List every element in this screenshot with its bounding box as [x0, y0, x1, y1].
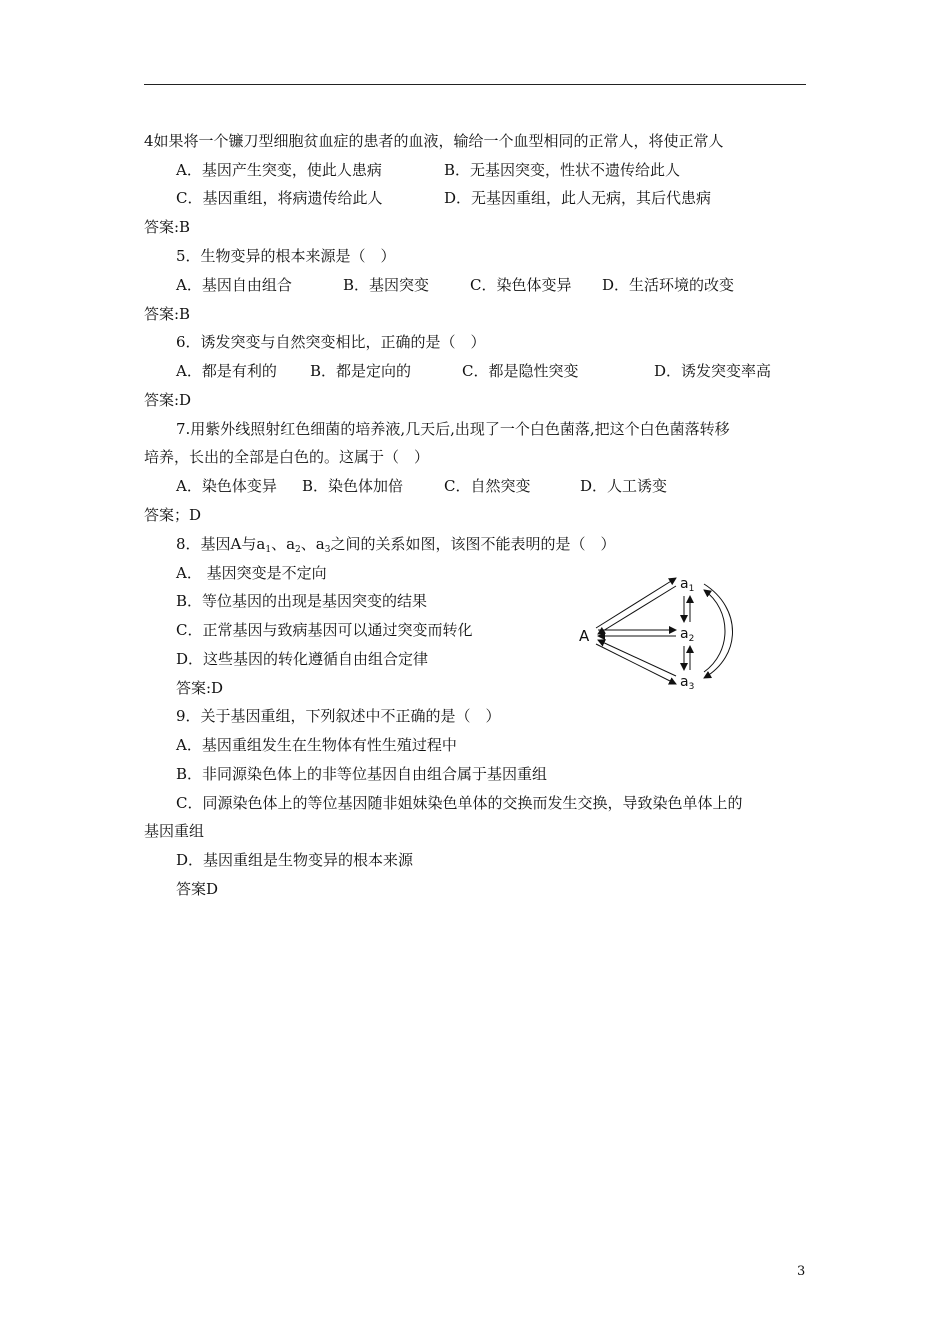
q9-option-c-line1: C．同源染色体上的等位基因随非姐妹染色单体的交换而发生交换，导致染色单体上的	[176, 794, 743, 812]
q7-answer: 答案；D	[144, 506, 202, 524]
node-a3-label: $a_3$	[680, 674, 695, 692]
q6-option-d: D．诱发突变率高	[654, 362, 772, 380]
q8-answer: 答案:D	[176, 679, 224, 697]
q5-option-c: C．染色体变异	[470, 276, 572, 294]
q5-option-a: A．基因自由组合	[176, 276, 292, 294]
q4-option-a: A．基因产生突变，使此人患病	[176, 161, 382, 179]
q4-answer: 答案:B	[144, 218, 191, 236]
q5-answer: 答案:B	[144, 305, 191, 323]
q7-stem-line1: 7.用紫外线照射红色细菌的培养液,几天后,出现了一个白色菌落,把这个白色菌落转移	[176, 420, 730, 438]
q9-option-b: B．非同源染色体上的非等位基因自由组合属于基因重组	[176, 765, 548, 783]
gene-mutation-diagram	[576, 568, 746, 694]
arrow-a3-to-a	[598, 640, 676, 676]
q9-option-d: D．基因重组是生物变异的根本来源	[176, 851, 414, 869]
q9-option-c-line2: 基因重组	[144, 822, 205, 840]
q8-option-d: D．这些基因的转化遵循自由组合定律	[176, 650, 429, 668]
q5-option-b: B．基因突变	[343, 276, 430, 294]
arrow-a1-to-a	[598, 586, 676, 634]
header-rule	[144, 84, 806, 85]
q5-stem: 5．生物变异的根本来源是（ ）	[176, 247, 396, 265]
q8-option-b: B．等位基因的出现是基因突变的结果	[176, 592, 428, 610]
q7-option-b: B．染色体加倍	[302, 477, 404, 495]
node-a2-label: $a_2$	[680, 626, 695, 644]
q8-option-a: A． 基因突变是不定向	[176, 564, 327, 582]
q6-option-a: A．都是有利的	[176, 362, 277, 380]
q9-stem: 9．关于基因重组，下列叙述中不正确的是（ ）	[176, 707, 501, 725]
q6-option-b: B．都是定向的	[310, 362, 412, 380]
q4-stem: 4如果将一个镰刀型细胞贫血症的患者的血液，输给一个血型相同的正常人，将使正常人	[144, 132, 724, 150]
q6-answer: 答案:D	[144, 391, 192, 409]
arrow-a3-to-a1	[704, 590, 725, 672]
q7-stem-line2: 培养，长出的全部是白色的。这属于（ ）	[144, 448, 430, 466]
q7-option-d: D．人工诱变	[580, 477, 668, 495]
arrow-a1-to-a3	[704, 584, 733, 678]
q9-answer: 答案D	[176, 880, 219, 898]
q5-option-d: D．生活环境的改变	[602, 276, 735, 294]
q6-stem: 6．诱发突变与自然突变相比，正确的是（ ）	[176, 333, 486, 351]
q7-option-a: A．染色体变异	[176, 477, 277, 495]
q4-option-b: B．无基因突变，性状不遗传给此人	[444, 161, 681, 179]
q9-option-a: A．基因重组发生在生物体有性生殖过程中	[176, 736, 457, 754]
arrow-a-to-a1	[596, 578, 676, 628]
node-a1-label: $a_1$	[680, 576, 695, 594]
q4-option-c: C．基因重组，将病遗传给此人	[176, 189, 383, 207]
page-number: 3	[797, 1264, 806, 1279]
q6-option-c: C．都是隐性突变	[462, 362, 579, 380]
q8-stem: 8．基因A与$a_1$、$a_2$、$a_3$之间的关系如图，该图不能表明的是（ ）	[176, 535, 616, 555]
q8-option-c: C．正常基因与致病基因可以通过突变而转化	[176, 621, 473, 639]
q4-option-d: D．无基因重组，此人无病，其后代患病	[444, 189, 712, 207]
arrow-a-to-a3	[596, 644, 676, 684]
q7-option-c: C．自然突变	[444, 477, 531, 495]
node-a-label: A	[579, 627, 590, 645]
